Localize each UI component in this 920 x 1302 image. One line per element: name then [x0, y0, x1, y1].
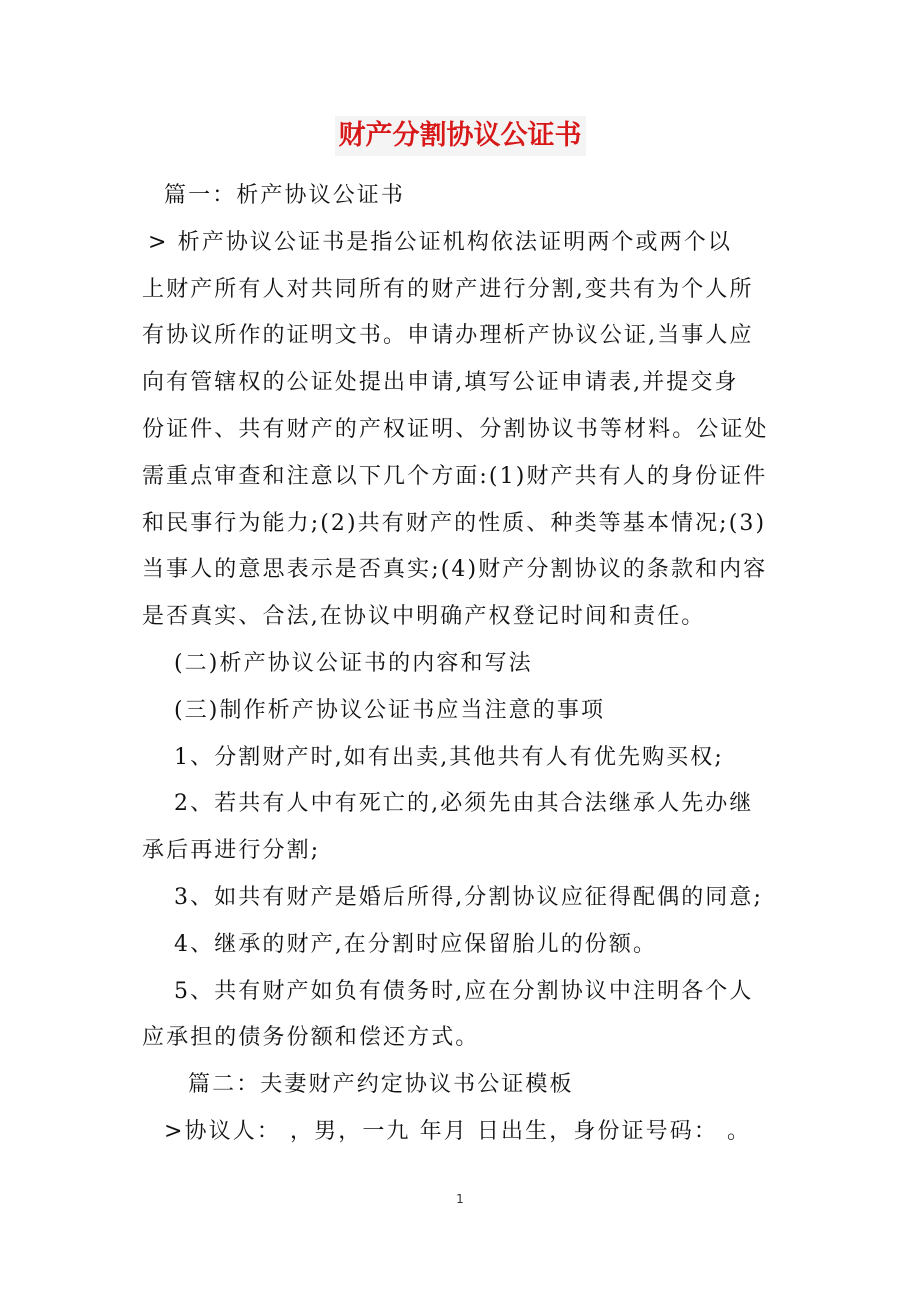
paragraph-line: 份证件、共有财产的产权证明、分割协议书等材料。公证处: [142, 416, 769, 442]
list-item-5: 5、共有财产如负有债务时,应在分割协议中注明各个人: [174, 978, 754, 1004]
section-heading-1: 篇一：析产协议公证书: [164, 183, 406, 208]
subheading-notes: (三)制作析产协议公证书应当注意的事项: [174, 697, 606, 723]
list-item-2: 2、若共有人中有死亡的,必须先由其合法继承人先办继: [174, 791, 754, 817]
list-item-2-continued: 承后再进行分割;: [142, 838, 321, 864]
title-container: [0, 116, 920, 156]
paragraph-line: 向有管辖权的公证处提出申请,填写公证申请表,并提交身: [142, 370, 739, 396]
agreement-party-line: >协议人： ，男，一九 年月 日出生，身份证号码： 。: [164, 1118, 752, 1144]
paragraph-line: 和民事行为能力;(2)共有财产的性质、种类等基本情况;(3): [142, 510, 767, 536]
list-item-3: 3、如共有财产是婚后所得,分割协议应征得配偶的同意;: [174, 884, 764, 910]
list-item-5-continued: 应承担的债务份额和偿还方式。: [142, 1025, 480, 1051]
paragraph-line: 有协议所作的证明文书。申请办理析产协议公证,当事人应: [142, 323, 754, 349]
page-number: 1: [456, 1192, 464, 1206]
list-item-4: 4、继承的财产,在分割时应保留胎儿的份额。: [174, 931, 658, 957]
paragraph-line: 是否真实、合法,在协议中明确产权登记时间和责任。: [142, 604, 706, 630]
subheading-content: (二)析产协议公证书的内容和写法: [174, 650, 533, 676]
document-body: [142, 173, 797, 1156]
paragraph-line: 上财产所有人对共同所有的财产进行分割,变共有为个人所: [142, 276, 754, 302]
document-title: 财产分割协议公证书: [335, 116, 586, 156]
paragraph-line: 需重点审查和注意以下几个方面:(1)财产共有人的身份证件: [142, 463, 768, 489]
paragraph-line: 当事人的意思表示是否真实;(4)财产分割协议的条款和内容: [142, 557, 768, 583]
paragraph-line: > 析产协议公证书是指公证机构依法证明两个或两个以: [148, 229, 732, 255]
section-heading-2: 篇二：夫妻财产约定协议书公证模板: [188, 1072, 574, 1098]
list-item-1: 1、分割财产时,如有出卖,其他共有人有优先购买权;: [174, 744, 724, 770]
